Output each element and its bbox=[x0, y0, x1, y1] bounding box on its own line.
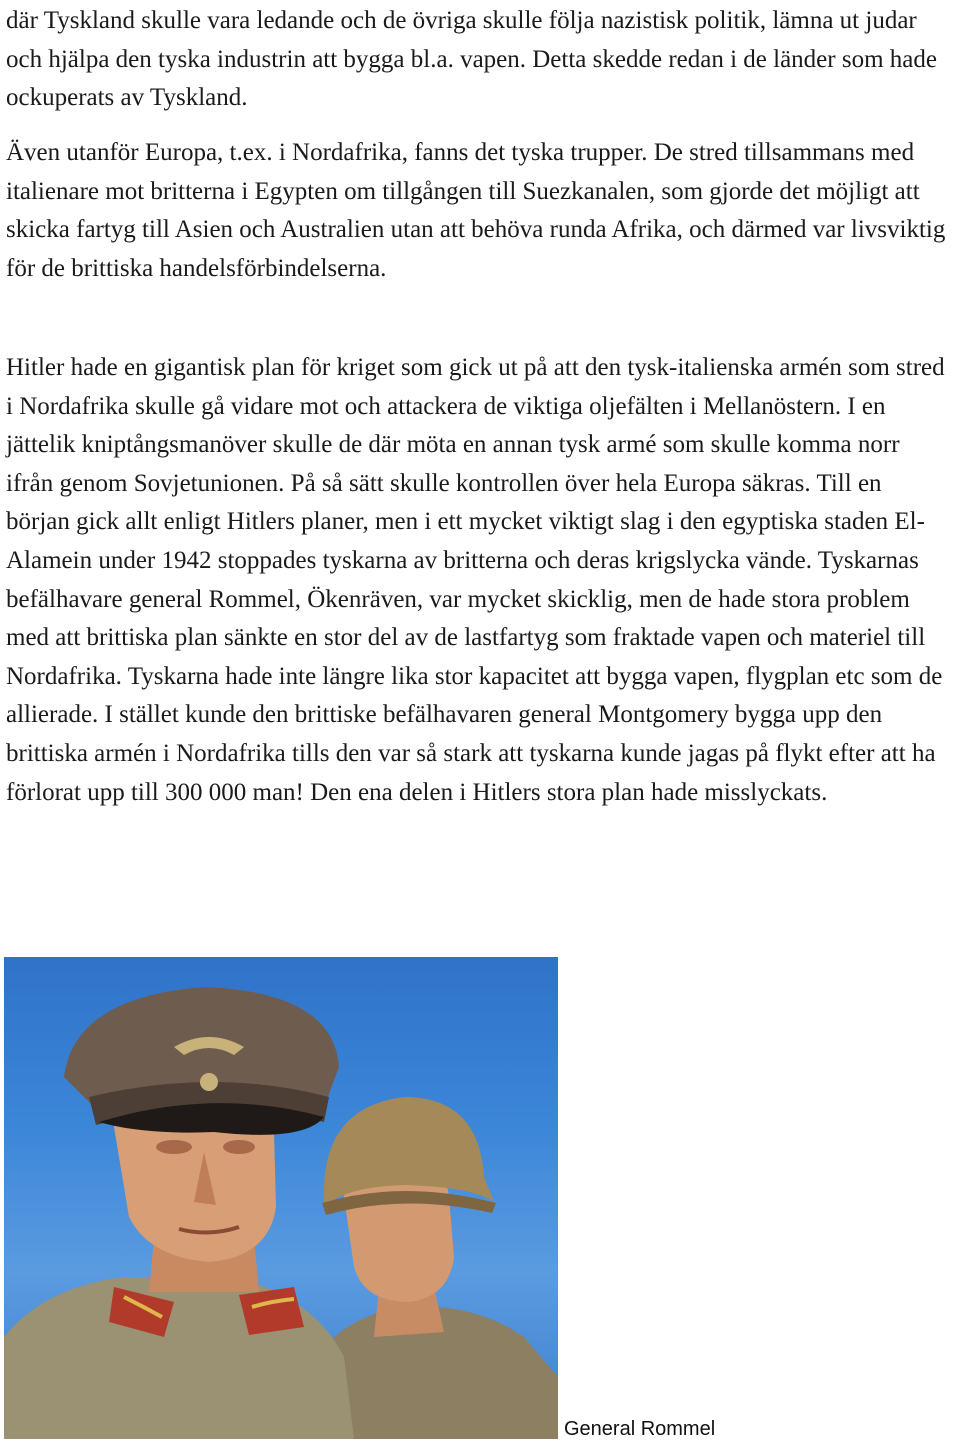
rommel-photo bbox=[4, 957, 558, 1439]
paragraph-3: Hitler hade en gigantisk plan för kriget som gick ut på att den tysk-italienska armén som stred i Nordafrika skulle gå vidare mot och attackera de viktiga oljefälten i Mellanöstern. I en jättelik kniptångsmanöver skulle de där möta en annan tysk armé som skulle komma norr ifrån genom Sovjetunionen. På så sätt skulle kontrollen över hela Europa säkras. Till en början gick allt enligt Hitlers planer, men i ett mycket viktigt slag i den egyptiska staden El-Alamein under 1942 stoppades tyskarna av britterna och deras krigslycka vände. Tyskarnas befälhavare general Rommel, Ökenräven, var mycket skicklig, men de hade stora problem med att brittiska plan sänkte en stor del av de lastfartyg som fraktade vapen och materiel till Nordafrika. Tyskarna hade inte längre lika stor kapacitet att bygga vapen, flygplan etc som de allierade. I stället kunde den brittiske befälhavaren general Montgomery bygga upp den brittiska armén i Nordafrika tills den var så stark att tyskarna kunde jagas på flykt efter att ha förlorat upp till 300 000 man! Den ena delen i Hitlers stora plan hade misslyckats. bbox=[6, 354, 945, 806]
rommel-uniform bbox=[4, 1277, 354, 1439]
paragraph-1: där Tyskland skulle vara ledande och de övriga skulle följa nazistisk politik, lämna ut judar och hjälpa den tyska industrin att bygga bl.a. vapen. Detta skedde redan i de länder som hade ockuperats av Tyskland. bbox=[6, 7, 937, 112]
paragraph-2: Även utanför Europa, t.ex. i Nordafrika, fanns det tyska trupper. De stred tillsammans med italienare mot britterna i Egypten om tillgången till Suezkanalen, som gjorde det möjligt att skicka fartyg till Asien och Australien utan att behöva runda Afrika, och därmed var livsviktig för de brittiska handelsförbindelserna. bbox=[6, 139, 946, 282]
photo-illustration bbox=[4, 957, 558, 1439]
photo-caption: General Rommel bbox=[558, 1416, 744, 1442]
collar-tab-right bbox=[239, 1287, 304, 1335]
